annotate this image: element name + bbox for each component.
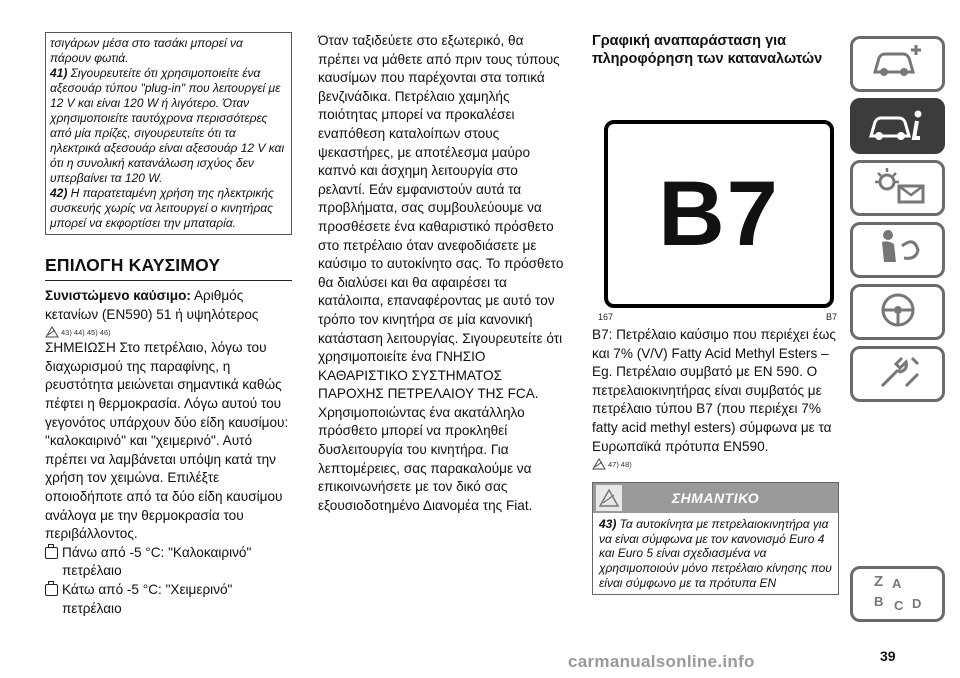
bullet-winter-text: Κάτω από -5 °C: "Χειμερινό" πετρέλαιο xyxy=(62,581,233,616)
bullet-winter xyxy=(45,581,292,618)
fuel-can-icon xyxy=(45,584,58,596)
note-references xyxy=(45,326,292,338)
column-2 xyxy=(318,32,565,515)
important-header xyxy=(593,483,838,513)
car-info-icon xyxy=(867,104,929,149)
warning-reference-icon xyxy=(592,458,606,470)
car-dashboard-icon xyxy=(869,42,927,87)
note-continued-line-2: πάρουν φωτιά. xyxy=(50,51,129,65)
svg-text:Z: Z xyxy=(873,572,883,590)
note-41 xyxy=(50,66,287,186)
tab-maintenance[interactable] xyxy=(850,346,945,402)
figure-number: 167 xyxy=(598,312,614,322)
note-41-text: Σιγουρευτείτε ότι χρησιμοποιείτε ένα αξεσουάρ τύπου "plug-in" που λειτουργεί με 12 V και είναι 120 W ή λιγότερο. Όταν χρησιμοποιείτε ταυτόχρονα περισσότερες από μία πρίζες, σιγουρευτείτε ότι τα ηλεκτρικά αξεσουάρ είναι αξεσουάρ 12 V και ότι η συνολική κατανάλωση ισχύος δεν υπερβαίνει τα 120 W. xyxy=(50,66,285,185)
important-box xyxy=(592,482,839,595)
note-42 xyxy=(50,186,287,231)
note-42-text: Η παρατεταμένη χρήση της ηλεκτρικής συσκευής χωρίς να λειτουργεί ο κινητήρας μπορεί να εκφορτίσει την μπαταρία. xyxy=(50,186,274,230)
tab-index[interactable] xyxy=(850,566,945,622)
important-43-number: 43) xyxy=(599,517,617,532)
warning-lights-icon xyxy=(867,164,929,213)
b7-label: B7 xyxy=(604,120,834,308)
tab-safety[interactable] xyxy=(850,222,945,278)
important-body xyxy=(593,513,838,594)
note-41-number: 41) xyxy=(50,66,68,80)
note-continued-line-1: τσιγάρων μέσα στο τασάκι μπορεί να xyxy=(50,36,243,50)
bullet-summer xyxy=(45,544,292,581)
section-heading: ΕΠΙΛΟΓΗ ΚΑΥΣΙΜΟΥ xyxy=(45,255,292,281)
important-title: ΣΗΜΑΝΤΙΚΟ xyxy=(671,490,760,507)
b7-description: B7: Πετρέλαιο καύσιμο που περιέχει έως και 7% (V/V) Fatty Acid Methyl Esters – Eg. Πετρέλαιο συμβατό με EN 590. Ο πετρελαιοκινητήρας είναι συμβατός με πετρέλαιο τύπου B7 (που περιέχει 7% fatty acid methyl esters) σύμφωνα με τα Ευρωπαϊκά πρότυπα EN590. xyxy=(592,327,836,454)
column-3 xyxy=(592,32,839,595)
index-icon xyxy=(868,568,928,621)
note-references-2 xyxy=(592,458,839,470)
tab-car-info[interactable] xyxy=(850,98,945,154)
svg-text:B: B xyxy=(873,593,883,609)
watermark: carmanualsonline.info xyxy=(568,652,755,671)
figure-b7 xyxy=(592,76,839,322)
tab-dashboard[interactable] xyxy=(850,36,945,92)
tab-driving[interactable] xyxy=(850,284,945,340)
steering-wheel-icon xyxy=(868,288,928,337)
fuel-can-icon xyxy=(45,547,58,559)
recommended-fuel xyxy=(45,287,292,324)
svg-text:A: A xyxy=(891,575,901,591)
important-43-text: Τα αυτοκίνητα με πετρελαιοκινητήρα για να είναι σύμφωνα με τον κανονισμό Euro 4 και Euro 5 είναι σχεδιασμένα να χρησιμοποιούν μόνο πετρέλαιο κίνησης που είναι σύμφωνο με τα πρότυπα EN xyxy=(599,517,832,590)
note-box xyxy=(45,32,292,235)
recommended-fuel-text: Αριθμός κετανίων (EN590) 51 ή υψηλότερος xyxy=(45,288,259,322)
warning-reference-icon xyxy=(45,326,59,338)
tab-warning-lights[interactable] xyxy=(850,160,945,216)
svg-text:D: D xyxy=(911,595,921,611)
recommended-fuel-label: Συνιστώμενο καύσιμο: xyxy=(45,288,191,303)
column-1 xyxy=(45,32,292,618)
bullet-summer-text: Πάνω από -5 °C: "Καλοκαιρινό" πετρέλαιο xyxy=(62,544,252,579)
fuel-note-paragraph: ΣΗΜΕΙΩΣΗ Στο πετρέλαιο, λόγω του διαχωρισμού της παραφίνης, η ρευστότητα μειώνεται σημαντικά καθώς πέφτει η θερμοκρασία. Λόγω αυτού του γεγονότος υπάρχουν δύο είδη καυσίμου: "καλοκαιρινό" και "χειμερινό". Αυτό πρέπει να λαμβάνεται υπόψη κατά την χρήση τον χειμώνα. Επιλέξτε οποιοδήποτε από τα δύο είδη καυσίμου ανάλογα με την θερμοκρασία του περιβάλλοντος. xyxy=(45,340,289,542)
travel-abroad-paragraph: Όταν ταξιδεύετε στο εξωτερικό, θα πρέπει να μάθετε από πριν τους τύπους καυσίμων που παρέχονται στα τοπικά βενζινάδικα. Πετρέλαιο χαμηλής ποιότητας μπορεί να προκαλέσει εναπόθεση καταλοίπων στους ψεκαστήρες, με αποτέλεσμα μαύρο καπνό και άσχημη λειτουργία στο ρελαντί. Εάν εμφανιστούν αυτά τα προβλήματα, σας συμβουλεύουμε να προσθέσετε ένα καθαριστικό πρόσθετο στο πετρέλαιο όταν ανεφοδιάσετε με καύσιμο το αυτοκίνητο σας. Το πρόσθετο θα διαλύσει και θα αφαιρέσει τα κατάλοιπα, επαναφέροντας με αυτό τον τρόπο τον κινητήρα σε μία κανονική κατάσταση λειτουργίας. Σιγουρευτείτε ότι χρησιμοποιείτε ένα ΓΝΗΣΙΟ ΚΑΘΑΡΙΣΤΙΚΟ ΣΥΣΤΗΜΑΤΟΣ ΠΑΡΟΧΗΣ ΠΕΤΡΕΛΑΙΟΥ ΤΗΣ FCA. Χρησιμοποιώντας ένα ακατάλληλο πρόσθετο μπορεί να προκληθεί δυσλειτουργία του κινητήρα. Για λεπτομέρειες, σας παρακαλούμε να επικοινωνήσετε με τον δικό σας εξουσιοδοτημένο Διανομέα της Fiat. xyxy=(318,33,564,513)
note-references-text: 43) 44) 45) 46) xyxy=(61,327,111,337)
airbag-seatbelt-icon xyxy=(868,226,928,275)
note-42-number: 42) xyxy=(50,186,68,200)
wrench-icon xyxy=(868,350,928,399)
figure-code: B7 xyxy=(825,312,837,322)
note-references-2-text: 47) 48) xyxy=(608,459,632,469)
page-number: 39 xyxy=(880,648,896,664)
svg-text:C: C xyxy=(893,597,903,613)
section-title: Γραφική αναπαράσταση για πληροφόρηση των καταναλωτών xyxy=(592,33,823,67)
